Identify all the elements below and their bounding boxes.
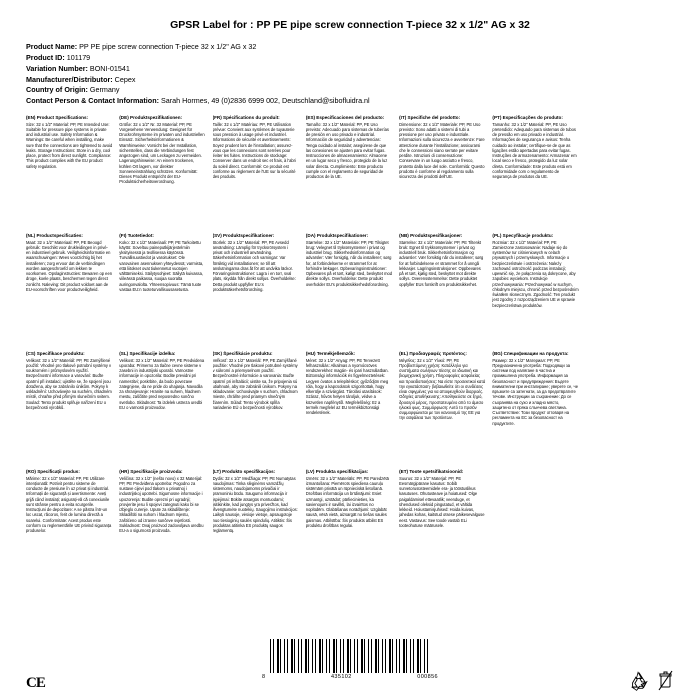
spec-body-fi: Koko: 32 x 1/2" Materiaali: PP, PE Tarkoitettu käyttö: Soveltuu paineputkijärjestelmiin yksityisessä ja teollisessa käytössä. Turvallisuustiedot ja varoitukset: Ole varovainen asennuksen yhteydessä; varmista, että liitokset ovat tiukennetut vuotojen välttämiseksi. Säilytysohjeet: Säilytä kuivassa, viileässä paikassa, suojaa suoralta auringonvalolta. Yhteensopivuus: Tämä tuote vastaa EU:n tuoteturvallisuusasetusta. [119, 239, 204, 292]
spec-heading-fr: (FR) Spécifications du produit: [212, 114, 280, 120]
spec-cell-bg [492, 351, 580, 469]
spec-body-ro: Mărime: 32 x 1/2" Material: PP, PE Utilizare intenționată: Potrivit pentru sisteme de conducte de presiune în uz privat și industrial. Informații de siguranță și avertismente: Aveți grijă când instalați; asigurați-vă că conexiunile sunt strânse pentru a evita scurgerile. Instrucțiuni de depozitare: A se păstra într-un loc uscat, răcoros, ferit de lumina directă a soarelui. Conformitate: Acest produs este conform cu reglementările UE privind siguranța produselor. [26, 475, 112, 534]
spec-heading-cs: (CS) Specifikace produktu: [26, 350, 85, 356]
spec-body-fr: Taille: 32 x 1/2" Matériau: PP, PE Utilisation prévue: Convient aux systèmes de tuyauterie sous pression à usage privé et industriel. Informations de sécurité et avertissements: Soyez prudent lors de l'installation; assurez-vous que les connexions sont serrées pour éviter les fuites. Instructions de stockage: Conserver dans un endroit sec et frais, à l'abri du soleil direct. Conformité: Ce produit est conforme au règlement de l'UE sur la sécurité des produits. [212, 121, 296, 180]
footer-left-marks [26, 675, 45, 692]
spec-heading-hu: (HU) Termékjellemzők: [305, 350, 356, 356]
product-meta [26, 42, 674, 107]
spec-heading-el: (EL) Προδιαγραφές προϊόντος: [399, 350, 467, 356]
spec-body-bg: Размер: 32 x 1/2" Материал: PP, PE Предназначена употреба: Подходящи за системи под налягане в частна и промишлена употреба. Информация за безопасност и предупреждения: Бъдете внимателни при инсталиране; уверете се, че връзките са затегнати, за да предотвратите течове. Инструкции за съхранение: До се съхранява на сухо и хладно място, защитено от пряка слънчева светлина. Съответствие: Този продукт отговаря на регламента на ЕС за безопасност на продуктите. [492, 357, 578, 426]
spec-body-de: Größe: 32 x 1/2" Nr. 32 Material: PP, PE Vorgesehene Verwendung: Geeignet für Druckrohrsysteme im privaten und industriellen Einsatz. Sicherheitsinformationen & Warnhinweise: Vorsicht bei der Installation, sicherstellen, dass die Verbindungen fest angezogen sind, um Leckagen zu vermeiden. Lagerungshinweise: An einem trockenen, kühlen Ort lagern, vor direkter Sonneneinstrahlung schützen. Konformität: Dieses Produkt entspricht der EU-Produktsicherheitsverordnung. [119, 121, 205, 185]
ce-mark-icon: CE [26, 675, 45, 691]
crossed-out-wheelie-bin-icon [658, 670, 674, 692]
spec-body-hu: Méret: 32 x 1/2" Anyag: PP, PE Tervezett felhasználás: Alkalmas a nyomócsöves rendszerekhez magán- és ipari használatban. Biztonsági információk és figyelmeztetések: Legyen óvatos a telepítéskor; győződjön meg róla, hogy a kapcsolatok szigorítottak, hogy elkerülje a szivárgást. Tárolási utasítások: Száraz, hűvös helyen tároljuk, védve a közvetlen napfénytől. Megfelelőség: Ez a termék megfelel az EU termékbiztonsági rendeletének. [305, 357, 389, 416]
spec-body-cs: Velikost: 32 x 1/2" Materiál: PP, PE Zamýšlené použití: Vhodné pro tlakové potrubní systémy v soukromém i průmyslovém využití. Bezpečnostní informace a varování: Buďte opatrní při instalaci; ujistěte se, že spojení jsou dotažena, aby se zabránilo únikům. Pokyny k uskladnění: Uchovávejte na suchém, chladném místě, chraňte před přímým slunečním svitem. Soulad: Tento produkt splňuje nařízení EU o bezpečnosti výrobků. [26, 357, 112, 410]
spec-body-es: Tamaño: 32 x 1/2" Material: PP, PE Uso previsto: Adecuado para sistemas de tuberías de presión en uso privado e industrial. Información de seguridad y advertencias: Tenga cuidado al instalar; asegúrese de que las conexiones se ajusten para evitar fugas. Instrucciones de almacenamiento: Almacene en un lugar seco y fresco, protegido de la luz solar directa. Cumplimiento: Este producto cumple con el reglamento de seguridad de productos de la UE. [305, 121, 389, 180]
meta-value-product-id: 101179 [66, 52, 91, 62]
spec-cell-lv [306, 469, 394, 587]
spec-heading-it: (IT) Specifiche del prodotto: [399, 114, 461, 120]
spec-cell-sk [213, 351, 301, 469]
barcode-digits-left: 435102 [330, 674, 352, 680]
spec-heading-de: (DE) Produktspezifikationen: [119, 114, 183, 120]
spec-cell-ro [26, 469, 114, 587]
spec-body-sk: Veľkosť: 32 x 1/2" Materiál: PP, PE Zamýšľané použitie: Vhodné pre tlakové potrubné systémy v súkromí a priemyselnom použití. Bezpečnostné informácie a varovania: Buďte opatrní pri inštalácii; uistite sa, že pripojenia sú utiahnuté, aby ste zabránili únikom. Pokyny na skladovanie: Uchovávajte v suchom, chladnom mieste, chráňte pred priamym slnečným žiarením. Súlad: Tento výrobok spĺňa nariadenie EÚ o bezpečnosti výrobkov. [212, 357, 298, 410]
spec-body-lv: Izmērs: 32 x 1/2" Materiāls: PP, PE Paredzētā izmantošana: Piemērots spiediena cauruļu sistēmām privātā un rūpnieciskā lietošanā. Drošības informācija un brīdinājumi: Esiet uzmanīgi, uzstādot; pārliecinieties, ka savienojumi ir savilkti, lai izvairītos no noplūdēm. Glabāšanas norādījumi: Uzglabāt sausā, vēsā vietā, aizsargāt no tiešas saules gaismas. Atbilstība: Šis produkts atbilst ES produktu drošības regulai. [305, 475, 389, 528]
spec-heading-pl: (PL) Specyfikacje produktu: [492, 232, 554, 238]
spec-cell-it [399, 115, 487, 233]
spec-cell-fr [213, 115, 301, 233]
barcode-digits [262, 674, 438, 680]
spec-cell-sl [119, 351, 207, 469]
spec-cell-de [119, 115, 207, 233]
spec-heading-en: (EN) Product Specifications: [26, 114, 89, 120]
meta-value-product-name: PP PE pipe screw connection T-piece 32 x 1/2" AG x 32 [79, 42, 257, 52]
spec-heading-sk: (SK) Špecifikácie produktu: [212, 350, 273, 356]
barcode-left-digit: 8 [262, 674, 266, 680]
spec-cell-empty-3 [586, 351, 674, 469]
meta-row-country-of-origin [26, 85, 674, 96]
spec-heading-nb: (NB) Produktspesifikasjoner: [399, 232, 463, 238]
meta-label-manufacturer: Manufacturer/Distributor: [26, 74, 113, 84]
meta-row-product-id [26, 53, 674, 64]
spec-cell-sv [213, 233, 301, 351]
spec-cell-en [26, 115, 114, 233]
spec-body-lt: Dydis: 32 x 1/2" Medžiaga: PP, PE Numatytas naudojimas: Tinka slėginėms vamzdžių sistemoms, naudojamoms privačiai ir pramoniniu būdu. Saugumo informacija ir įspėjimai: Būkite atsargūs montuodami; įsitikinkite, kad jungtys yra priveržtos, kad išvengtumėte nuotėkių. Saugojimo instrukcijos: Laikyti sausoje, vėsioje vietoje, apsaugotoje nuo tiesioginių saulės spindulių. Atitiktis: Šis produktas atitinka ES produktų saugos reglamentą. [212, 475, 298, 534]
spec-cell-da [306, 233, 394, 351]
meta-value-variation-number: BONI-01541 [89, 63, 130, 73]
spec-heading-bg: (BG) Спецификации на продукта: [492, 350, 569, 356]
title-product: PP PE pipe screw connection T-piece 32 x 1/2" AG x 32 [256, 19, 530, 31]
footer [26, 632, 674, 694]
spec-body-pl: Rozmiar: 32 x 1/2" Materiał: PP, PE Zamierzone zastosowanie: Nadaje się do systemów rur ciśnieniowych w celach prywatnych i przemysłowych. Informacje o bezpieczeństwie i ostrzeżenia: Należy zachować ostrożność podczas instalacji; upewnić się, że połączenia są dokręcone, aby zapobiec wyciekom. Instrukcje przechowywania: Przechowywać w suchym, chłodnym miejscu, chronić przed bezpośrednim światłem słonecznym. Zgodność: Ten produkt jest zgodny z rozporządzeniem UE w sprawie bezpieczeństwa produktów. [492, 239, 579, 308]
spec-band-4 [26, 469, 674, 587]
spec-band-1 [26, 115, 674, 233]
spec-body-pt: Tamanho: 32 x 1/2" Material: PP, PE Uso pretendido: Adequado para sistemas de tubos de pressão em uso privado e industrial. Informações de segurança e avisos: Tenha cuidado ao instalar; certifique-se de que as ligações estão apertadas para evitar fugas. Instruções de armazenamento: Armazenar em local seco e fresco, protegido da luz solar direta. Conformidade: Este produto está em conformidade com o regulamento de segurança de produtos da UE. [492, 121, 577, 180]
spec-body-sl: Velikost: 32 x 1/2" Material: PP, PE Predvidena uporaba: Primerno za tlačne cevne sisteme v zasebni in industrijski uporabi. Varnostne informacije in opozorila: Bodite previdni pri namestitvi; poskrbite, da bodo povezave zategnjene, da ne pride do uhajanja. Navodila za shranjevanje: Hranite na suhem, hladnem mestu, zaščitite pred neposredno sončno svetlobo. Skladnost: Ta izdelek ustreza uredbi EU o varnosti proizvodov. [119, 357, 205, 410]
barcode-block [262, 639, 438, 680]
meta-label-variation-number: Variation Number: [26, 63, 88, 73]
spec-body-hr: Veličina: 32 x 1/2" (nešto novo) x 32 Materijal: PP, PE Predviđena upotreba: Pogodno za sustave cijevi pod tlakom u privatnoj i industrijskoj upotrebi. Sigurnosne informacije i upozorenja: Budite oprezni pri ugradnji; provjerite jesu li spojevi zategnuti kako bi se izbjeglo curenje. Upute za skladištenje: Skladištiti na suhom i hladnom mjestu, zaštićeno od izravne sunčeve svjetlosti. Sukladnost: Ovaj proizvod zadovoljava uredbu EU-a o sigurnosti proizvoda. [119, 475, 204, 534]
spec-cell-nb [399, 233, 487, 351]
ean-barcode-icon [270, 639, 430, 673]
spec-body-da: Størrelse: 32 x 1/2" Materiale: PP, PE Tilsigtet brug: Velegnet til trykrørsystemer i privat og industriel brug. Sikkerhedsinformation og advarsler: Vær forsigtig, når du installerer; sørg for, at forbindelserne er strammet for at forhindre lækager. Opbevaringsinstruktioner: Opbevares på et tørt, køligt sted, beskyttet mod direkte sollys. Overholdelse: Dette produkt overholder EU's produktsikkerhedsforordning. [305, 239, 393, 287]
spec-heading-es: (ES) Especificaciones del producto: [305, 114, 385, 120]
spec-body-nb: Størrelse: 32 x 1/2" Materiale: PP, PE Tiltenkt bruk: Egnet til trykkrørsystemer i privat og industriell bruk. Sikkerhetsinformasjon og advarsler: Vær forsiktig når du installerer; sørg for at forbindelsene er strammet for å unngå lekkasjer. Lagringsinstruksjoner: Oppbevares på et tørt, kjølig sted, beskyttet mot direkte sollys. Overensstemmelse: Dette produktet oppfyller EUs forskrift om produktsikkerhet. [399, 239, 484, 287]
meta-value-manufacturer: Cepex [114, 74, 136, 84]
meta-value-contact: Sarah Hormes, 49 (0)2836 6999 002, Deutschland@sibofluidra.nl [160, 96, 370, 106]
spec-body-it: Dimensione: 32 x 1/2" Materiale: PP, PE Uso previsto: Sono adatti a sistemi di tubi a pressione per uso privato e industriale. Informazioni sulla sicurezza e avvertenze: Fare attenzione durante l'installazione; assicurarsi che le connessioni siano serrate per evitare perdite. Istruzioni di conservazione: Conservare in un luogo asciutto e fresco, protetto dalla luce del sole. Conformità: Questo prodotto è conforme al regolamento sulla sicurezza dei prodotti dell'UE. [399, 121, 485, 180]
footer-right-marks [628, 670, 674, 692]
spec-band-2 [26, 233, 674, 351]
spec-cell-nl [26, 233, 114, 351]
barcode-digits-right: 000856 [417, 674, 438, 680]
spec-cell-pt [492, 115, 580, 233]
spec-cell-cs [26, 351, 114, 469]
meta-label-product-id: Product ID: [26, 52, 65, 62]
spec-cell-el [399, 351, 487, 469]
spec-heading-da: (DA) Produktspecifikationer: [305, 232, 369, 238]
meta-label-product-name: Product Name: [26, 42, 78, 52]
meta-row-variation-number [26, 64, 674, 75]
spec-heading-hr: (HR) Specifikacije proizvoda: [119, 468, 183, 474]
spec-body-nl: Maat: 32 x 1/2" Materiaal: PP, PE Beoogd gebruik: Geschikt voor drukleidingen in privé- en industrieel gebruik. Veiligheidsinformatie en waarschuwingen: Wees voorzichtig bij het installeren; zorg ervoor dat de verbindingen worden aangeschroefd om lekken te voorkomen. Opslaginstructies: Bewaren op een droge, koele plaats, beschermen tegen direct zonlicht. Naleving: Dit product voldoet aan de EU-voorschriften voor productveiligheid. [26, 239, 113, 292]
meta-label-contact: Contact Person & Contact Information: [26, 96, 159, 106]
spec-cell-hu [306, 351, 394, 469]
spec-cell-empty-5 [586, 469, 674, 587]
spec-cell-empty-2 [586, 233, 674, 351]
spec-body-sv: Storlek: 32 x 1/2" Material: PP, PE Avsedd användning: Lämplig för trycksrörsystem i privat och industriell användning. Säkerhetsinformation och varningar: Var försiktig vid installationen; se till att anslutningarna dras åt för att undvika läckor. Förvaringsinstruktioner: Lagra i en torr, sval plats, skydda från direkt solljus. Överholdelse: Detta produkt uppfyller EU:s produktsäkerhetsförordning. [212, 239, 296, 292]
page-title [66, 18, 634, 32]
spec-body-en: Size: 32 x 1/2" Material: PP, PE Intended Use: Suitable for pressure pipe systems in private and industrial use. Safety Information & Warnings: Be careful when installing, make sure that the connections are tightened to avoid leaks. Storage Instructions: Store in a dry, cool place, protect from direct sunlight. Compliance: This product complies with the EU product safety regulation. [26, 121, 113, 169]
title-prefix: GPSR Label for : [170, 19, 257, 31]
spec-heading-lt: (LT) Produkto specifikacijos: [212, 468, 276, 474]
spec-cell-pl [492, 233, 580, 351]
spec-heading-sv: (SV) Produktspecifikationer: [212, 232, 275, 238]
spec-heading-et: (ET) Toote spetsifikatsioonid: [399, 468, 464, 474]
meta-row-contact [26, 96, 674, 107]
spec-heading-pt: (PT) Especificações do produto: [492, 114, 563, 120]
spec-heading-nl: (NL) Productspecificaties: [26, 232, 83, 238]
spec-cell-empty-4 [492, 469, 580, 587]
spec-cell-fi [119, 233, 207, 351]
spec-cell-hr [119, 469, 207, 587]
meta-label-country-of-origin: Country of Origin: [26, 85, 88, 95]
spec-heading-lv: (LV) Produkta specifikācijas: [305, 468, 369, 474]
spec-cell-lt [213, 469, 301, 587]
meta-value-country-of-origin: Germany [89, 85, 120, 95]
spec-cell-es [306, 115, 394, 233]
spec-heading-sl: (SL) Specifikacije izdelka: [119, 350, 176, 356]
meta-row-manufacturer [26, 75, 674, 86]
spec-body-et: Suurus: 32 x 1/2" Materjal: PP, PE Eesmärgipärane kasutus: Sobib survetorusüsteemidele era- ja tööstuslikus kasutuses. Ohutusteave ja hoiatused: Olge paigaldamisel ettevaatlik; veenduge, et ühendused oleksid pingutatud, et vältida lekkeid. Hoiustamisjuhised: Hoida kuivas, jahedas kohas, kaitstud otsese päikesevalguse eest. Vastavus: See toode vastab ELi tooteohutuse määrusele. [399, 475, 485, 528]
spec-heading-fi: (FI) Tuotetiedot: [119, 232, 154, 238]
spec-cell-empty-1 [586, 115, 674, 233]
recycle-icon [628, 670, 650, 692]
spec-band-3 [26, 351, 674, 469]
meta-row-product-name [26, 42, 674, 53]
spec-cell-et [399, 469, 487, 587]
spec-heading-ro: (RO) Specificații produs: [26, 468, 80, 474]
spec-body-el: Μέγεθος: 32 x 1/2" Υλικό: PP, PE Προβλεπόμενη χρήση: Κατάλληλο για συστήματα σωλήνων πίεσης σε ιδιωτική και βιομηχανική χρήση. Πληροφορίες ασφαλείας και προειδοποιήσεις: Να είστε προσεκτικοί κατά την εγκατάσταση· βεβαιωθείτε ότι οι συνδέσεις είναι σφιγμένες για να αποφευχθούν διαρροές. Οδηγίες αποθήκευσης: Αποθηκεύστε σε ξηρό, δροσερό μέρος, προστατευμένο από το άμεσο ηλιακό φως. Συμμόρφωση: Αυτό το προϊόν συμμορφώνεται με τον κανονισμό της ΕΕ για την ασφάλεια των προϊόντων. [399, 357, 486, 421]
